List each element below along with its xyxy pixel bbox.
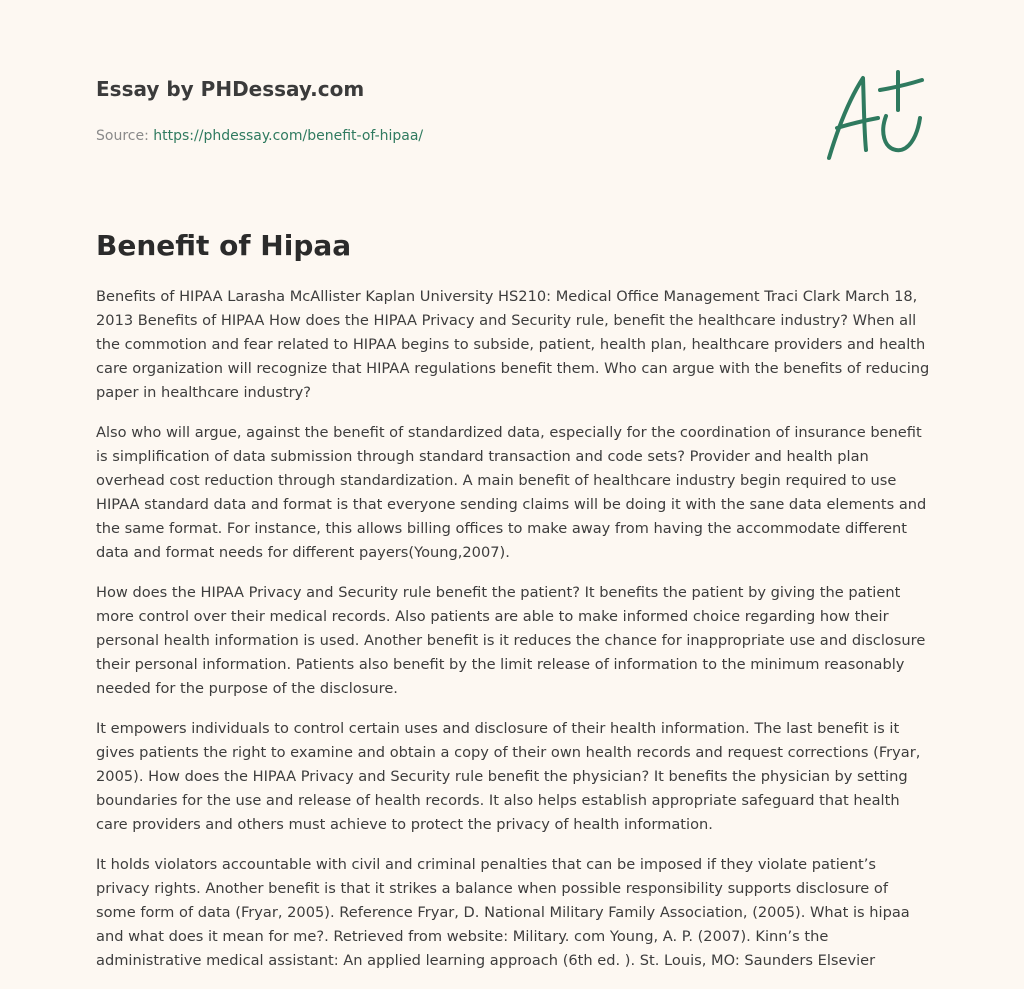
essay-paragraph: Also who will argue, against the benefit of standardized data, especially for the coordination of insurance benefit is simplification of data submission through standard transaction and code sets? Provider and health plan overhead cost reduction through standardization. A main benefit of healthcare industry begin required to use HIPAA standard data and format is that everyone sending claims will be doing it with the sane data elements and the same format. For instance, this allows billing offices to make away from having the accommodate different data and format needs for different payers(Young,2007).: [96, 424, 927, 561]
source-link[interactable]: https://phdessay.com/benefit-of-hipaa/: [153, 128, 424, 144]
site-brand: Essay by PHDessay.com: [96, 77, 365, 101]
a-plus-logo-icon: [820, 66, 930, 166]
essay-body: [96, 285, 932, 989]
essay-paragraph: It holds violators accountable with civil and criminal penalties that can be imposed if they violate patient’s privacy rights. Another benefit is that it strikes a balance when possible responsibility supports disclosure of some form of data (Fryar, 2005). Reference Fryar, D. National Military Family Association, (2005). What is hipaa and what does it mean for me?. Retrieved from website: Military. com Young, A. P. (2007). Kinn’s the administrative medical assistant: An applied learning approach (6th ed. ). St. Louis, MO: Saunders Elsevier: [96, 856, 910, 969]
source-line: [96, 126, 796, 146]
essay-paragraph: It empowers individuals to control certain uses and disclosure of their health information. The last benefit is it gives patients the right to examine and obtain a copy of their own health records and request corrections (Fryar, 2005). How does the HIPAA Privacy and Security rule benefit the physician? It benefits the physician by setting boundaries for the use and release of health records. It also helps establish appropriate safeguard that health care providers and others must achieve to protect the privacy of health information.: [96, 720, 921, 833]
source-label: Source:: [96, 128, 154, 144]
page-header: [96, 74, 796, 146]
essay-title: Benefit of Hipaa: [96, 229, 352, 262]
essay-paragraph: Benefits of HIPAA Larasha McAllister Kaplan University HS210: Medical Office Management Traci Clark March 18, 2013 Benefits of HIPAA How does the HIPAA Privacy and Security rule, benefit the healthcare industry? When all the commotion and fear related to HIPAA begins to subside, patient, health plan, healthcare providers and health care organization will recognize that HIPAA regulations benefit them. Who can argue with the benefits of reducing paper in healthcare industry?: [96, 288, 930, 401]
essay-paragraph: How does the HIPAA Privacy and Security rule benefit the patient? It benefits the patient by giving the patient more control over their medical records. Also patients are able to make informed choice regarding how their personal health information is used. Another benefit is it reduces the chance for inappropriate use and disclosure their personal information. Patients also benefit by the limit release of information to the minimum reasonably needed for the purpose of the disclosure.: [96, 584, 926, 697]
